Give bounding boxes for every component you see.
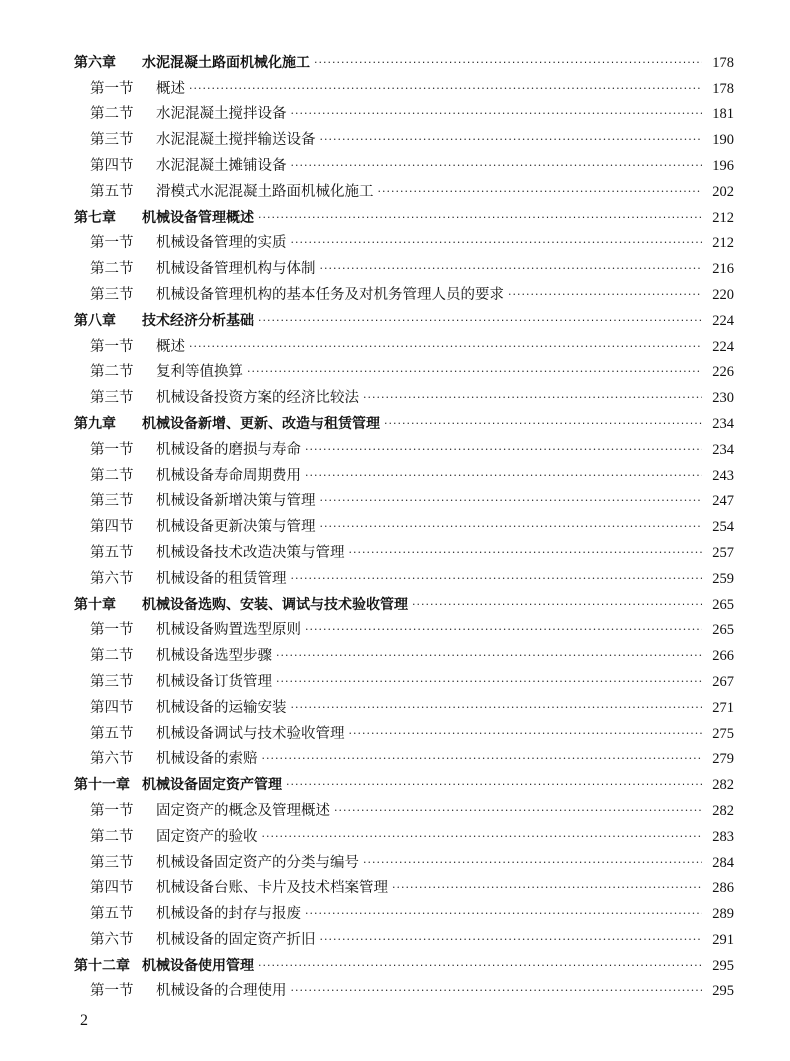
toc-entry-label: 第十二章 [74,957,130,974]
toc-chapter-row[interactable] [74,768,734,794]
toc-section-row[interactable] [74,175,734,201]
toc-leader-dots [305,905,702,923]
toc-entry-title: 水泥混凝土搅拌设备 [156,106,287,123]
toc-entry-page: 265 [712,622,734,639]
toc-entry-title: 机械设备新增决策与管理 [156,493,316,510]
toc-entry-page: 279 [712,751,734,768]
toc-entry-label: 第五节 [90,183,134,200]
toc-leader-dots [276,673,702,691]
toc-leader-dots [305,441,702,459]
toc-section-row[interactable] [74,149,734,175]
toc-leader-dots [320,131,703,149]
toc-entry-title: 机械设备的磨损与寿命 [156,441,301,458]
toc-leader-dots [258,957,702,975]
toc-entry-title: 机械设备选型步骤 [156,648,272,665]
toc-leader-dots [291,570,703,588]
toc-entry-page: 178 [712,80,734,97]
toc-entry-title: 机械设备订货管理 [156,673,272,690]
toc-section-row[interactable] [74,330,734,356]
toc-section-row[interactable] [74,98,734,124]
toc-entry-title: 技术经济分析基础 [142,312,254,329]
toc-entry-label: 第二节 [90,828,134,845]
toc-entry-label: 第六节 [90,931,134,948]
toc-entry-title: 水泥混凝土路面机械化施工 [142,54,310,71]
toc-entry-title: 机械设备的索赔 [156,751,258,768]
toc-leader-dots [508,286,702,304]
toc-entry-title: 机械设备台账、卡片及技术档案管理 [156,880,388,897]
toc-entry-label: 第三节 [90,493,134,510]
toc-section-row[interactable] [74,485,734,511]
toc-entry-label: 第三节 [90,854,134,871]
toc-entry-label: 第六节 [90,751,134,768]
toc-entry-page: 266 [712,648,734,665]
toc-leader-dots [378,183,703,201]
toc-entry-page: 181 [712,106,734,123]
toc-entry-label: 第九章 [74,415,116,432]
toc-leader-dots [189,80,702,98]
toc-entry-label: 第二节 [90,106,134,123]
toc-entry-label: 第三节 [90,286,134,303]
toc-leader-dots [412,596,702,614]
toc-entry-label: 第五节 [90,725,134,742]
toc-entry-title: 机械设备技术改造决策与管理 [156,544,345,561]
toc-entry-title: 机械设备选购、安装、调试与技术验收管理 [142,596,408,613]
toc-section-row[interactable] [74,639,734,665]
toc-entry-page: 212 [712,235,734,252]
toc-entry-title: 固定资产的验收 [156,828,258,845]
toc-entry-title: 机械设备更新决策与管理 [156,519,316,536]
toc-entry-page: 234 [712,415,734,432]
toc-entry-label: 第五节 [90,906,134,923]
toc-entry-page: 265 [712,596,734,613]
toc-entry-title: 机械设备管理概述 [142,209,254,226]
toc-entry-page: 243 [712,467,734,484]
toc-section-row[interactable] [74,743,734,769]
toc-entry-page: 216 [712,261,734,278]
toc-chapter-row[interactable] [74,588,734,614]
toc-section-row[interactable] [74,975,734,1001]
toc-entry-page: 286 [712,880,734,897]
toc-chapter-row[interactable] [74,407,734,433]
toc-leader-dots [384,415,702,433]
toc-entry-title: 机械设备使用管理 [142,957,254,974]
toc-leader-dots [349,544,703,562]
toc-entry-label: 第十章 [74,596,116,613]
toc-section-row[interactable] [74,536,734,562]
toc-section-row[interactable] [74,72,734,98]
toc-leader-dots [276,647,702,665]
toc-entry-title: 机械设备新增、更新、改造与租赁管理 [142,415,380,432]
toc-section-row[interactable] [74,794,734,820]
toc-leader-dots [349,725,703,743]
toc-entry-page: 254 [712,519,734,536]
toc-entry-page: 289 [712,906,734,923]
toc-leader-dots [291,234,703,252]
table-of-contents [74,46,734,1000]
toc-chapter-row[interactable] [74,46,734,72]
toc-leader-dots [305,467,702,485]
toc-entry-title: 复利等值换算 [156,364,243,381]
toc-chapter-row[interactable] [74,949,734,975]
toc-entry-title: 机械设备的租赁管理 [156,570,287,587]
toc-entry-title: 机械设备管理的实质 [156,235,287,252]
toc-leader-dots [247,363,702,381]
toc-entry-label: 第二节 [90,648,134,665]
toc-leader-dots [305,621,702,639]
toc-leader-dots [334,802,702,820]
toc-section-row[interactable] [74,923,734,949]
toc-entry-page: 284 [712,854,734,871]
toc-leader-dots [291,699,703,717]
toc-section-row[interactable] [74,123,734,149]
toc-entry-label: 第四节 [90,157,134,174]
toc-chapter-row[interactable] [74,201,734,227]
toc-entry-title: 机械设备调试与技术验收管理 [156,725,345,742]
toc-entry-page: 202 [712,183,734,200]
toc-section-row[interactable] [74,278,734,304]
toc-entry-title: 机械设备投资方案的经济比较法 [156,390,359,407]
toc-entry-label: 第三节 [90,132,134,149]
toc-entry-page: 226 [712,364,734,381]
toc-entry-page: 271 [712,699,734,716]
toc-entry-label: 第三节 [90,673,134,690]
toc-entry-label: 第二节 [90,261,134,278]
toc-entry-title: 滑模式水泥混凝土路面机械化施工 [156,183,374,200]
toc-entry-label: 第十一章 [74,777,130,794]
toc-entry-page: 234 [712,441,734,458]
toc-leader-dots [258,209,702,227]
toc-leader-dots [363,854,702,872]
toc-leader-dots [262,828,703,846]
toc-entry-label: 第一节 [90,802,134,819]
toc-entry-title: 机械设备寿命周期费用 [156,467,301,484]
toc-section-row[interactable] [74,717,734,743]
toc-chapter-row[interactable] [74,304,734,330]
toc-entry-page: 224 [712,338,734,355]
toc-leader-dots [291,157,703,175]
toc-section-row[interactable] [74,846,734,872]
toc-entry-page: 230 [712,390,734,407]
toc-entry-page: 220 [712,286,734,303]
toc-entry-label: 第二节 [90,467,134,484]
toc-entry-page: 295 [712,983,734,1000]
toc-leader-dots [320,931,703,949]
toc-leader-dots [262,750,703,768]
toc-leader-dots [320,492,703,510]
toc-entry-page: 259 [712,570,734,587]
toc-entry-page: 275 [712,725,734,742]
toc-entry-page: 224 [712,312,734,329]
toc-leader-dots [363,389,702,407]
toc-entry-label: 第一节 [90,338,134,355]
toc-entry-page: 282 [712,802,734,819]
toc-entry-title: 机械设备的运输安装 [156,699,287,716]
toc-entry-label: 第二节 [90,364,134,381]
toc-leader-dots [291,105,703,123]
toc-entry-title: 水泥混凝土搅拌输送设备 [156,132,316,149]
toc-entry-page: 178 [712,54,734,71]
toc-entry-title: 固定资产的概念及管理概述 [156,802,330,819]
toc-entry-page: 247 [712,493,734,510]
toc-entry-label: 第四节 [90,519,134,536]
toc-section-row[interactable] [74,665,734,691]
toc-entry-label: 第一节 [90,622,134,639]
toc-entry-page: 283 [712,828,734,845]
toc-entry-title: 机械设备的合理使用 [156,983,287,1000]
toc-entry-page: 196 [712,157,734,174]
toc-entry-page: 291 [712,931,734,948]
toc-entry-label: 第一节 [90,235,134,252]
toc-section-row[interactable] [74,872,734,898]
toc-entry-label: 第四节 [90,699,134,716]
toc-section-row[interactable] [74,562,734,588]
toc-leader-dots [286,776,702,794]
toc-section-row[interactable] [74,227,734,253]
toc-section-row[interactable] [74,356,734,382]
toc-section-row[interactable] [74,691,734,717]
toc-leader-dots [320,260,703,278]
toc-section-row[interactable] [74,252,734,278]
toc-leader-dots [258,312,702,330]
toc-entry-page: 267 [712,673,734,690]
page-number: 2 [80,1012,88,1029]
toc-entry-title: 机械设备的固定资产折旧 [156,931,316,948]
toc-entry-title: 机械设备管理机构的基本任务及对机务管理人员的要求 [156,286,504,303]
toc-section-row[interactable] [74,614,734,640]
toc-entry-title: 机械设备固定资产管理 [142,777,282,794]
toc-entry-label: 第五节 [90,544,134,561]
toc-entry-label: 第一节 [90,80,134,97]
toc-section-row[interactable] [74,897,734,923]
toc-entry-page: 257 [712,544,734,561]
toc-entry-title: 概述 [156,80,185,97]
toc-entry-label: 第八章 [74,312,116,329]
toc-entry-label: 第一节 [90,441,134,458]
toc-entry-label: 第六章 [74,54,116,71]
toc-leader-dots [189,338,702,356]
toc-entry-title: 机械设备购置选型原则 [156,622,301,639]
toc-entry-title: 机械设备的封存与报废 [156,906,301,923]
toc-leader-dots [392,879,702,897]
toc-section-row[interactable] [74,433,734,459]
toc-leader-dots [314,54,702,72]
toc-entry-label: 第三节 [90,390,134,407]
toc-entry-label: 第四节 [90,880,134,897]
toc-leader-dots [320,518,703,536]
toc-section-row[interactable] [74,459,734,485]
toc-entry-label: 第七章 [74,209,116,226]
toc-entry-title: 水泥混凝土摊铺设备 [156,157,287,174]
toc-section-row[interactable] [74,820,734,846]
toc-entry-page: 295 [712,957,734,974]
toc-entry-title: 概述 [156,338,185,355]
toc-entry-label: 第一节 [90,983,134,1000]
toc-section-row[interactable] [74,381,734,407]
toc-entry-page: 212 [712,209,734,226]
toc-entry-label: 第六节 [90,570,134,587]
toc-entry-title: 机械设备固定资产的分类与编号 [156,854,359,871]
toc-entry-page: 282 [712,777,734,794]
toc-entry-page: 190 [712,132,734,149]
toc-section-row[interactable] [74,510,734,536]
toc-leader-dots [291,982,703,1000]
toc-entry-title: 机械设备管理机构与体制 [156,261,316,278]
